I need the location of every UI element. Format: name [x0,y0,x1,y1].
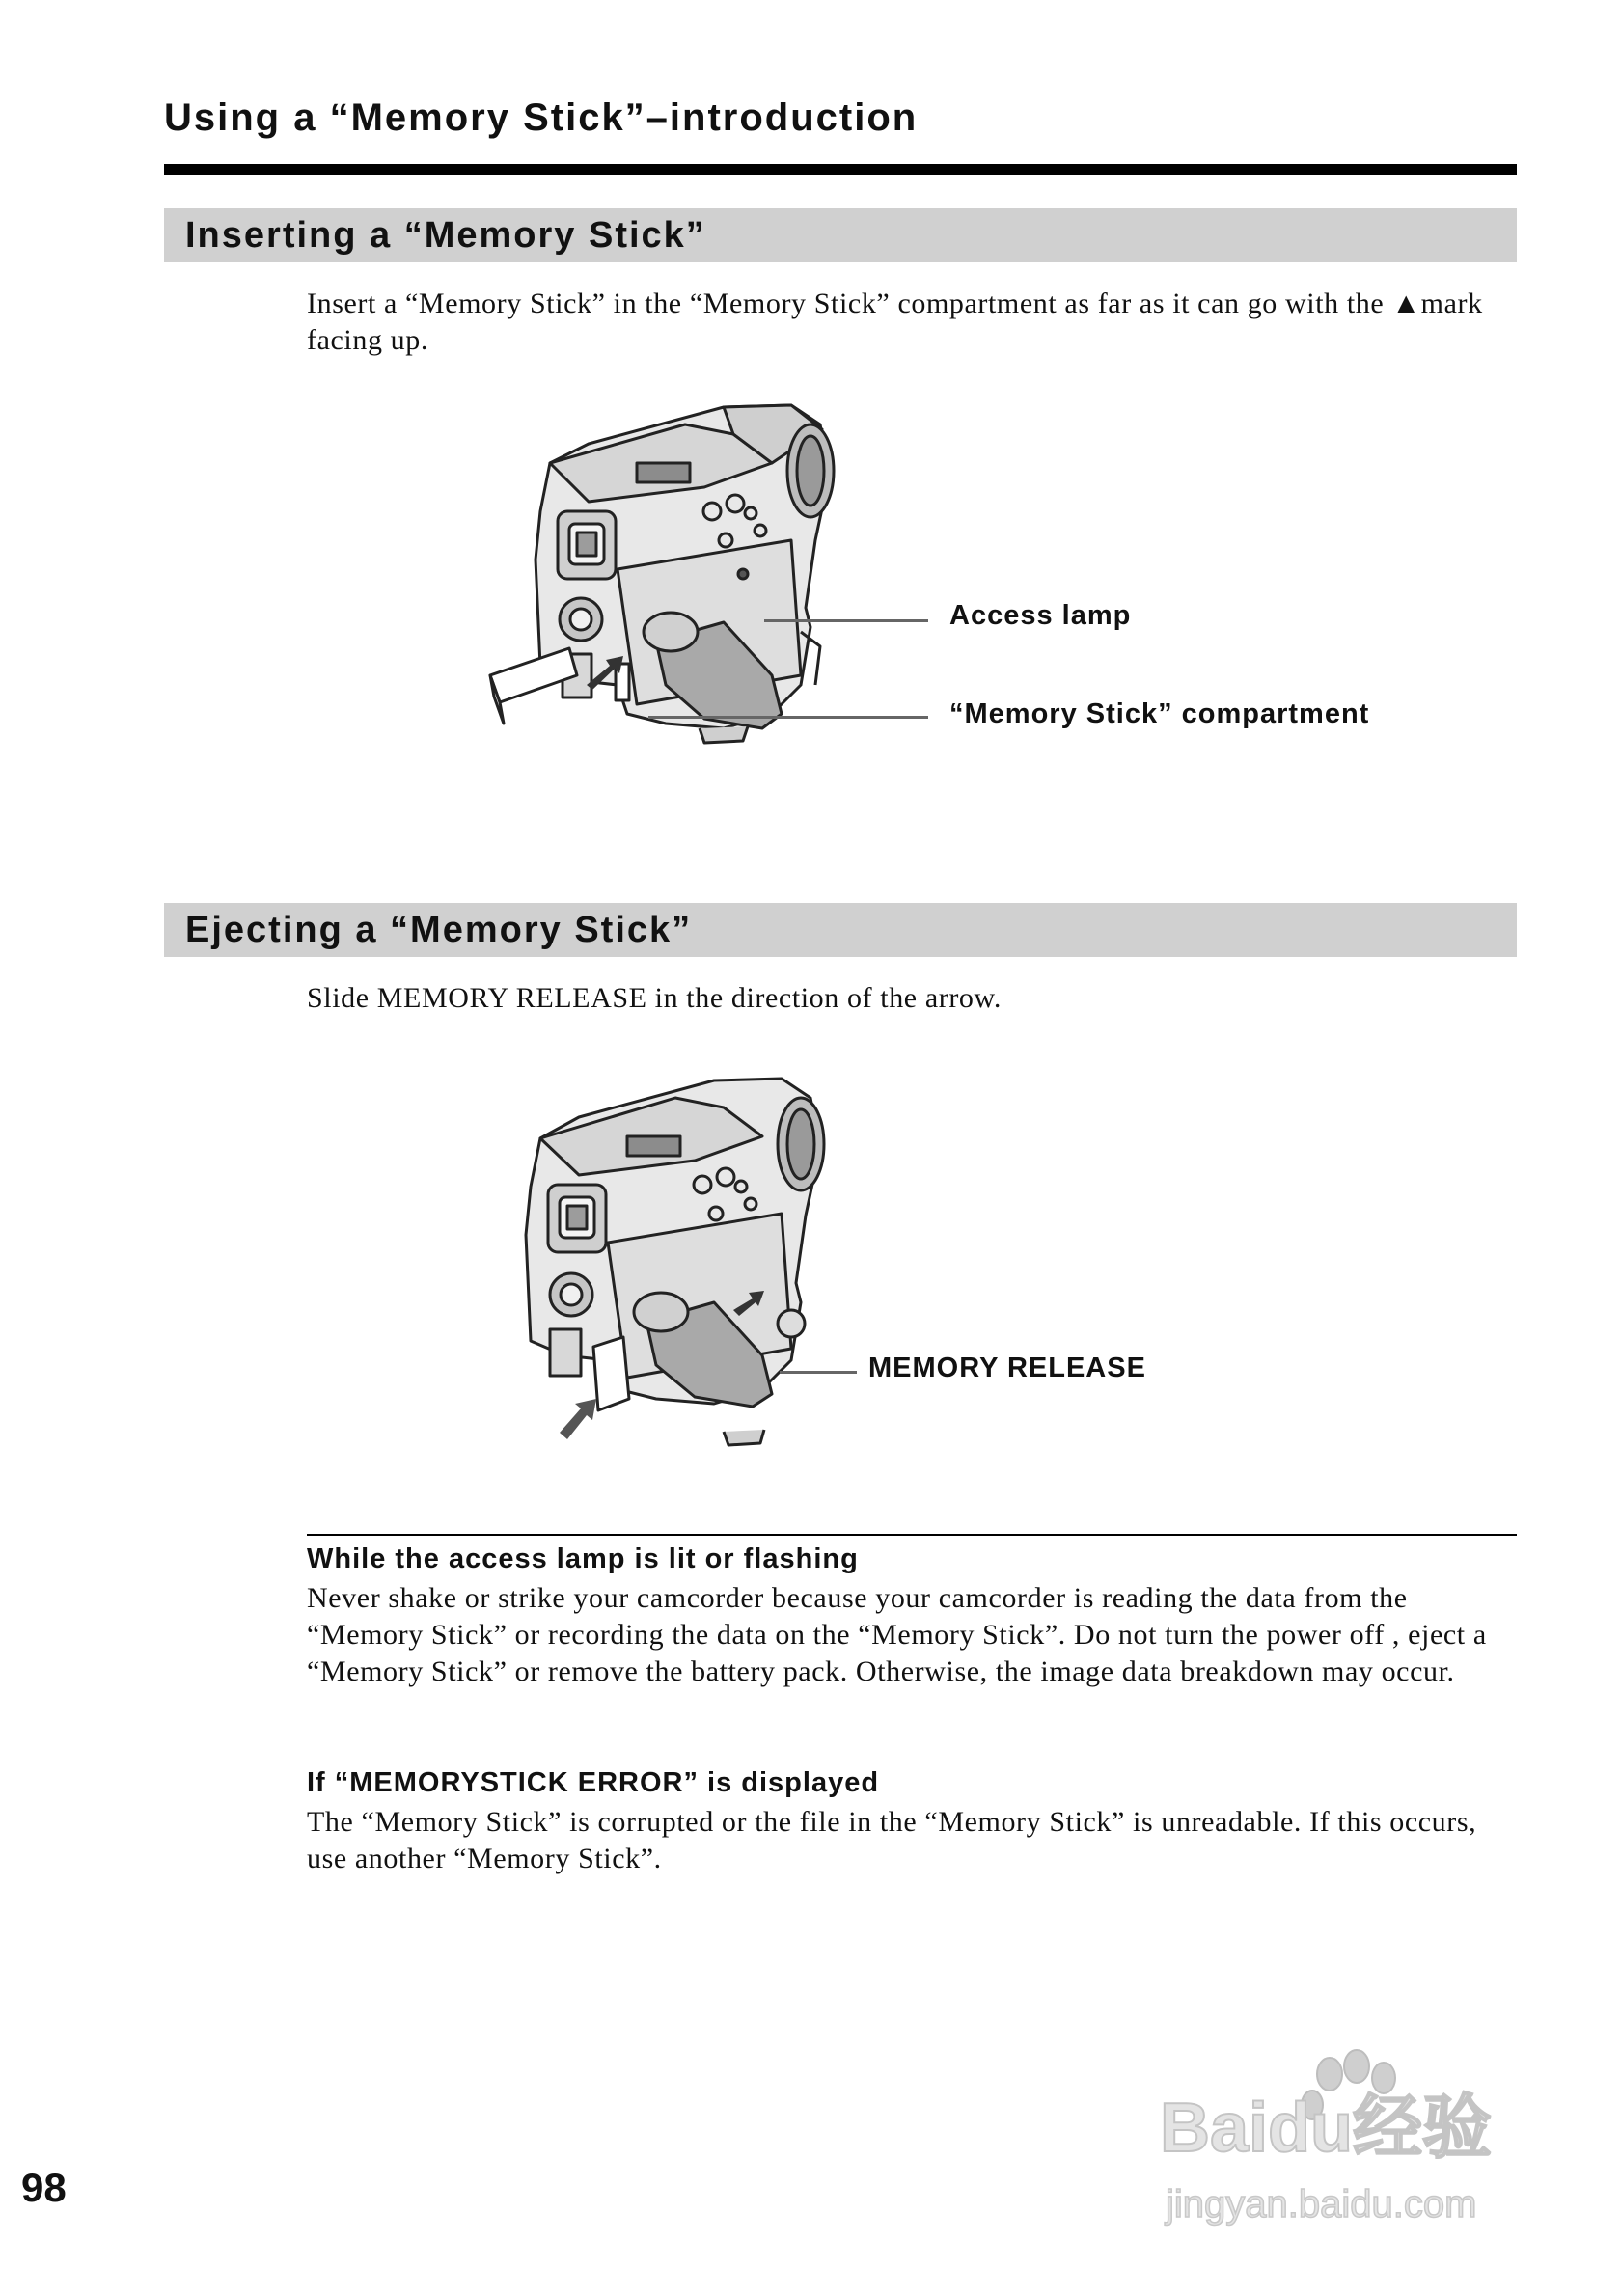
note-text-access-lamp: Never shake or strike your camcorder because your camcorder is reading the data from the “Memory Stick” or recording the data on the “Memory Stick”. Do not turn the power off , eject a “Memory Stick” or remove the battery pack. Otherwise, the image data breakdown may occur. [307,1582,1487,1687]
header-rule [164,164,1517,175]
note-heading-memorystick-error: If “MEMORYSTICK ERROR” is displayed [307,1767,880,1798]
watermark-brand: Baidu经验 [1160,2090,1493,2167]
ejecting-instructions: Slide MEMORY RELEASE in the direction of the arrow. [307,982,1002,1014]
baidu-watermark [1139,2045,1544,2238]
section-heading-ejecting: Ejecting a “Memory Stick” [164,903,1517,957]
callout-memory-stick-compartment: “Memory Stick” compartment [949,698,1370,729]
section-heading-inserting: Inserting a “Memory Stick” [164,208,1517,262]
callout-memory-release: MEMORY RELEASE [868,1353,1146,1383]
camcorder-insert-illustration [482,396,984,839]
camcorder-eject-illustration [511,1071,917,1495]
watermark-url: jingyan.baidu.com [1166,2183,1477,2226]
access-lamp-leader [764,619,928,622]
note-text-memorystick-error: The “Memory Stick” is corrupted or the file in the “Memory Stick” is unreadable. If this occurs, use another “Memory Stick”. [307,1806,1477,1874]
page-number: 98 [21,2165,67,2210]
memory-release-leader [780,1371,857,1374]
note-heading-access-lamp: While the access lamp is lit or flashing [307,1544,859,1574]
inserting-instructions: Insert a “Memory Stick” in the “Memory Stick” compartment as far as it can go with the ▲mark facing up. [307,287,1483,356]
page-title: Using a “Memory Stick”–introduction [164,96,919,139]
callout-access-lamp: Access lamp [949,600,1132,631]
notes-rule [307,1534,1517,1536]
compartment-leader [648,716,928,719]
